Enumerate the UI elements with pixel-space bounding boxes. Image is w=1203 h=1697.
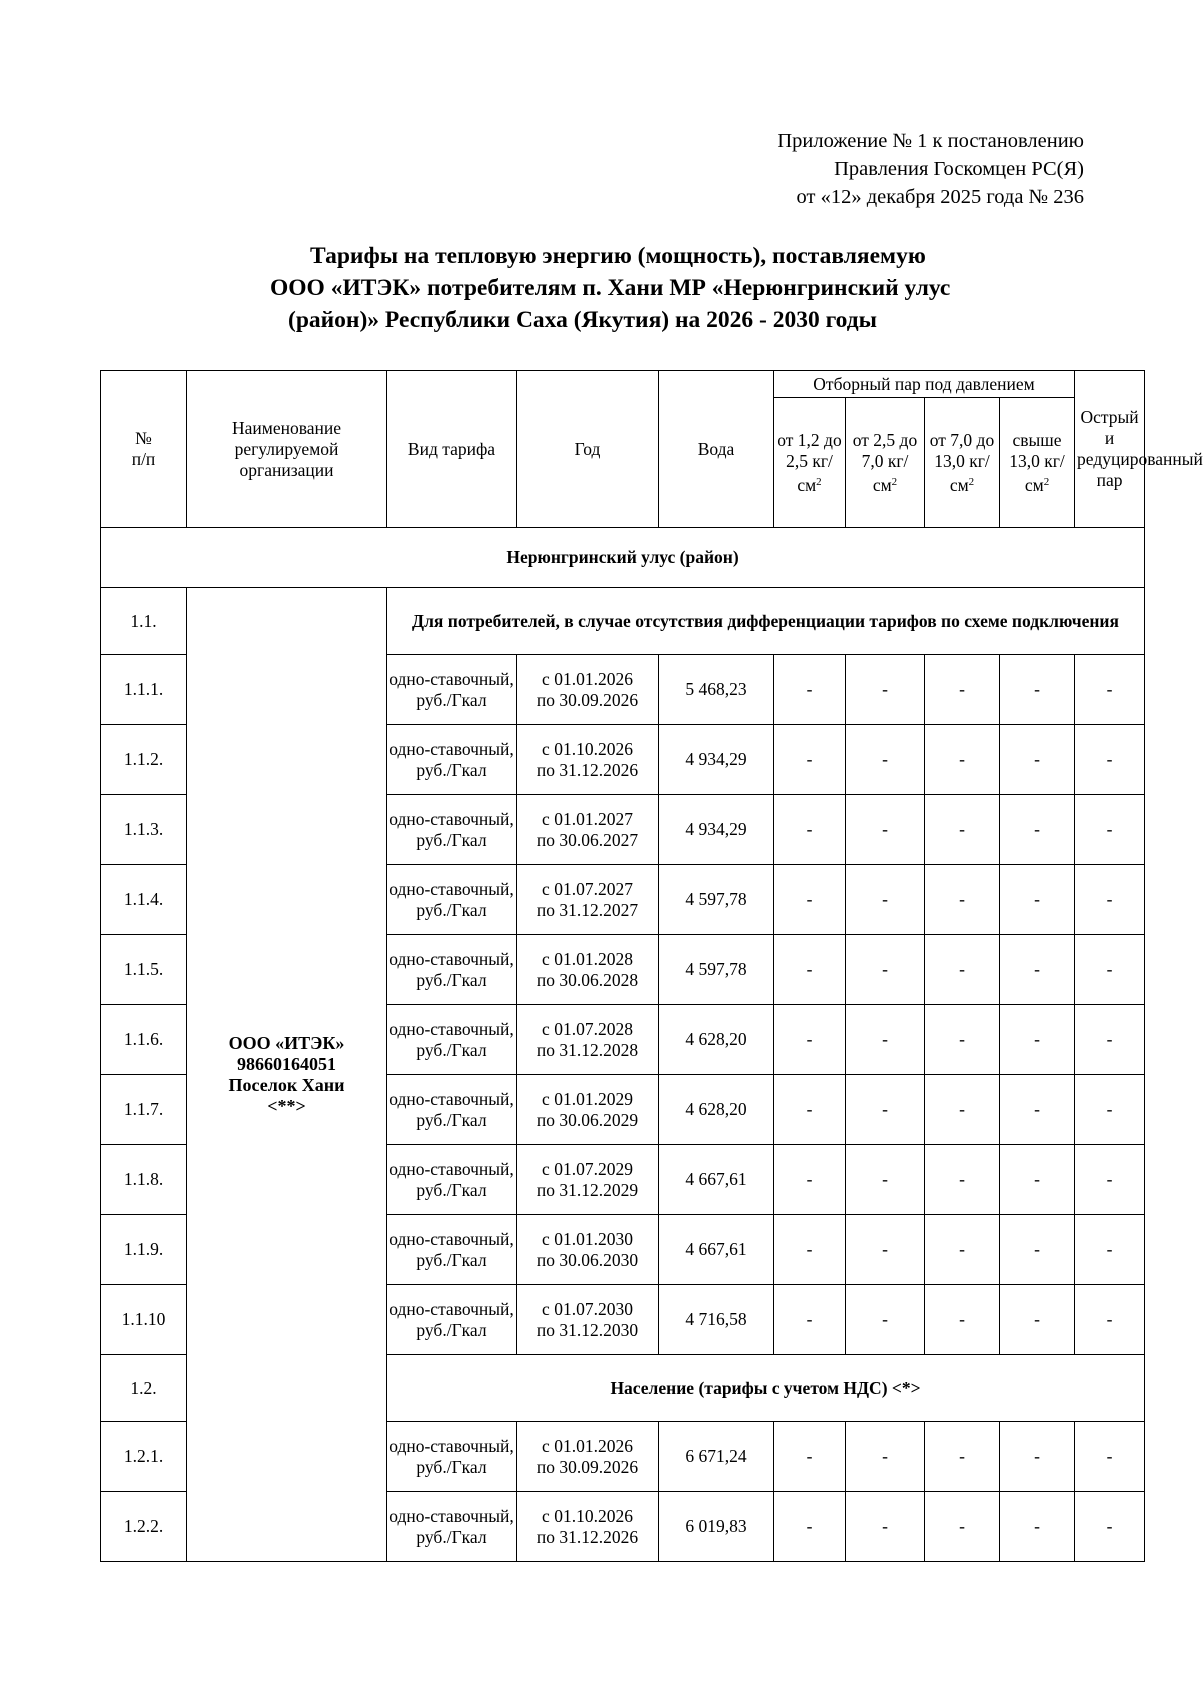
steam-7-13-value: - [925, 795, 1000, 865]
period-to: по 30.06.2030 [536, 1249, 639, 1270]
steam-2-5-7-value: - [846, 1215, 925, 1285]
region-title: Нерюнгринский улус (район) [101, 528, 1145, 588]
tariff-period [517, 935, 659, 1005]
tariff-type: одно-ставочный, руб./Гкал [387, 725, 517, 795]
water-tariff: 4 934,29 [659, 725, 774, 795]
period-to: по 31.12.2028 [536, 1039, 639, 1060]
period-from: с 01.01.2029 [542, 1088, 633, 1109]
steam-1-2-5-value: - [774, 1215, 846, 1285]
header-steam-group: Отборный пар под давлением [774, 371, 1075, 398]
period-from: с 01.10.2026 [542, 1505, 633, 1526]
period-to: по 31.12.2029 [536, 1179, 639, 1200]
sharp-steam-value: - [1075, 1492, 1145, 1562]
steam-2-5-7-value: - [846, 865, 925, 935]
organization-line4: <**> [267, 1095, 306, 1116]
tariff-period [517, 1145, 659, 1215]
tariff-period [517, 1215, 659, 1285]
header-num-symbol: № [135, 428, 152, 448]
sharp-steam-value: - [1075, 1215, 1145, 1285]
steam-1-2-5-value: - [774, 795, 846, 865]
row-number: 1.2.1. [101, 1422, 187, 1492]
steam-2-5-7-value: - [846, 1285, 925, 1355]
tariff-period [517, 795, 659, 865]
period-from: с 01.01.2026 [542, 1435, 633, 1456]
period-to: по 31.12.2027 [536, 899, 639, 920]
tariff-type: одно-ставочный, руб./Гкал [387, 1492, 517, 1562]
steam-2-5-7-value: - [846, 1492, 925, 1562]
steam-1-2-5-value: - [774, 935, 846, 1005]
sharp-steam-value: - [1075, 935, 1145, 1005]
period-from: с 01.01.2030 [542, 1228, 633, 1249]
header-water: Вода [659, 371, 774, 528]
steam-7-13-value: - [925, 865, 1000, 935]
steam-1-2-5-value: - [774, 865, 846, 935]
water-tariff: 4 667,61 [659, 1215, 774, 1285]
group-title: Население (тарифы с учетом НДС) <*> [387, 1355, 1145, 1422]
header-num [101, 371, 187, 528]
period-from: с 01.10.2026 [542, 738, 633, 759]
tariff-type: одно-ставочный, руб./Гкал [387, 1215, 517, 1285]
document-title [240, 240, 1125, 336]
steam-7-13-value: - [925, 1422, 1000, 1492]
period-to: по 31.12.2030 [536, 1319, 639, 1340]
tariff-period [517, 1492, 659, 1562]
steam-7-13-value: - [925, 1075, 1000, 1145]
steam-7-13-value: - [925, 1145, 1000, 1215]
steam-2-5-7-value: - [846, 1005, 925, 1075]
row-number: 1.1.9. [101, 1215, 187, 1285]
appendix-line-1: Приложение № 1 к постановлению [777, 130, 1084, 152]
tariff-type: одно-ставочный, руб./Гкал [387, 865, 517, 935]
steam-1-2-5-value: - [774, 1005, 846, 1075]
tariff-type: одно-ставочный, руб./Гкал [387, 935, 517, 1005]
period-to: по 30.09.2026 [536, 689, 639, 710]
tariff-period [517, 1005, 659, 1075]
water-tariff: 4 597,78 [659, 935, 774, 1005]
steam-1-2-5-value: - [774, 1075, 846, 1145]
period-from: с 01.01.2027 [542, 808, 633, 829]
steam-2-5-7-value: - [846, 655, 925, 725]
organization-line1: ООО «ИТЭК» [228, 1032, 345, 1053]
header-num-label: п/п [131, 449, 156, 469]
period-from: с 01.07.2030 [542, 1298, 633, 1319]
steam-1-2-5-value: - [774, 725, 846, 795]
row-number: 1.1.5. [101, 935, 187, 1005]
row-number: 1.1.4. [101, 865, 187, 935]
title-line-3: (район)» Республики Саха (Якутия) на 2026 - 2030 годы [288, 307, 877, 333]
tariff-type: одно-ставочный, руб./Гкал [387, 655, 517, 725]
steam-over-13-value: - [1000, 1492, 1075, 1562]
water-tariff: 4 628,20 [659, 1005, 774, 1075]
water-tariff: 4 934,29 [659, 795, 774, 865]
sharp-steam-value: - [1075, 725, 1145, 795]
steam-over-13-value: - [1000, 1215, 1075, 1285]
period-to: по 30.06.2027 [536, 829, 639, 850]
header-sharp-steam: Острый и редуцированный пар [1075, 371, 1145, 528]
steam-7-13-value: - [925, 935, 1000, 1005]
sharp-steam-value: - [1075, 865, 1145, 935]
tariff-period [517, 655, 659, 725]
period-to: по 30.06.2029 [536, 1109, 639, 1130]
steam-over-13-value: - [1000, 1075, 1075, 1145]
tariff-period [517, 725, 659, 795]
water-tariff: 4 597,78 [659, 865, 774, 935]
sharp-steam-value: - [1075, 655, 1145, 725]
period-from: с 01.07.2028 [542, 1018, 633, 1039]
steam-2-5-7-value: - [846, 1075, 925, 1145]
steam-over-13-value: - [1000, 1145, 1075, 1215]
row-number: 1.1.7. [101, 1075, 187, 1145]
steam-7-13-value: - [925, 1215, 1000, 1285]
tariff-period [517, 1075, 659, 1145]
group-number: 1.2. [101, 1355, 187, 1422]
steam-over-13-value: - [1000, 795, 1075, 865]
steam-over-13-value: - [1000, 1285, 1075, 1355]
tariff-table [100, 370, 1203, 1562]
sharp-steam-value: - [1075, 1075, 1145, 1145]
steam-7-13-value: - [925, 725, 1000, 795]
steam-2-5-7-value: - [846, 935, 925, 1005]
period-to: по 30.09.2026 [536, 1456, 639, 1477]
sharp-steam-value: - [1075, 795, 1145, 865]
steam-1-2-5-value: - [774, 1492, 846, 1562]
header-row-1 [101, 371, 1145, 398]
steam-over-13-value: - [1000, 1422, 1075, 1492]
sharp-steam-value: - [1075, 1422, 1145, 1492]
tariff-type: одно-ставочный, руб./Гкал [387, 1145, 517, 1215]
steam-2-5-7-value: - [846, 1145, 925, 1215]
title-line-1: Тарифы на тепловую энергию (мощность), поставляемую [310, 243, 926, 269]
steam-over-13-value: - [1000, 725, 1075, 795]
steam-1-2-5-value: - [774, 1145, 846, 1215]
row-number: 1.1.8. [101, 1145, 187, 1215]
steam-1-2-5-value: - [774, 1422, 846, 1492]
period-from: с 01.07.2027 [542, 878, 633, 899]
period-to: по 30.06.2028 [536, 969, 639, 990]
water-tariff: 5 468,23 [659, 655, 774, 725]
tariff-type: одно-ставочный, руб./Гкал [387, 1005, 517, 1075]
sharp-steam-value: - [1075, 1285, 1145, 1355]
period-from: с 01.07.2029 [542, 1158, 633, 1179]
steam-2-5-7-value: - [846, 1422, 925, 1492]
period-from: с 01.01.2028 [542, 948, 633, 969]
appendix-line-2: Правления Госкомцен РС(Я) [834, 158, 1084, 180]
header-year: Год [517, 371, 659, 528]
tariff-type: одно-ставочный, руб./Гкал [387, 1075, 517, 1145]
organization-line2: 98660164051 [237, 1053, 336, 1074]
steam-2-5-7-value: - [846, 725, 925, 795]
row-number: 1.1.1. [101, 655, 187, 725]
steam-over-13-value: - [1000, 655, 1075, 725]
header-steam-3: от 7,0 до 13,0 кг/ $см^2$ [925, 398, 1000, 528]
tariff-period [517, 865, 659, 935]
steam-over-13-value: - [1000, 1005, 1075, 1075]
appendix-line-3: от «12» декабря 2025 года № 236 [796, 186, 1084, 208]
group-row [101, 588, 1145, 655]
water-tariff: 4 628,20 [659, 1075, 774, 1145]
tariff-type: одно-ставочный, руб./Гкал [387, 1285, 517, 1355]
tariff-period [517, 1422, 659, 1492]
row-number: 1.1.2. [101, 725, 187, 795]
group-number: 1.1. [101, 588, 187, 655]
water-tariff: 6 019,83 [659, 1492, 774, 1562]
title-line-2: ООО «ИТЭК» потребителям п. Хани МР «Нерюнгринский улус [270, 275, 951, 301]
water-tariff: 4 667,61 [659, 1145, 774, 1215]
group-title: Для потребителей, в случае отсутствия дифференциации тарифов по схеме подключения [387, 588, 1145, 655]
steam-1-2-5-value: - [774, 1285, 846, 1355]
header-steam-1: от 1,2 до 2,5 кг/ $см^2$ [774, 398, 846, 528]
tariff-type: одно-ставочный, руб./Гкал [387, 1422, 517, 1492]
row-number: 1.1.10 [101, 1285, 187, 1355]
row-number: 1.2.2. [101, 1492, 187, 1562]
steam-1-2-5-value: - [774, 655, 846, 725]
organization-cell [187, 588, 387, 1562]
sharp-steam-value: - [1075, 1145, 1145, 1215]
header-steam-4: свыше 13,0 кг/ $см^2$ [1000, 398, 1075, 528]
period-to: по 31.12.2026 [536, 1526, 639, 1547]
tariff-type: одно-ставочный, руб./Гкал [387, 795, 517, 865]
organization-line3: Поселок Хани [228, 1074, 345, 1095]
steam-7-13-value: - [925, 1005, 1000, 1075]
steam-7-13-value: - [925, 1492, 1000, 1562]
tariff-period [517, 1285, 659, 1355]
water-tariff: 4 716,58 [659, 1285, 774, 1355]
row-number: 1.1.6. [101, 1005, 187, 1075]
appendix-reference [777, 127, 1084, 211]
row-number: 1.1.3. [101, 795, 187, 865]
period-from: с 01.01.2026 [542, 668, 633, 689]
steam-2-5-7-value: - [846, 795, 925, 865]
sharp-steam-value: - [1075, 1005, 1145, 1075]
header-steam-2: от 2,5 до 7,0 кг/ $см^2$ [846, 398, 925, 528]
steam-7-13-value: - [925, 1285, 1000, 1355]
period-to: по 31.12.2026 [536, 759, 639, 780]
steam-over-13-value: - [1000, 935, 1075, 1005]
steam-7-13-value: - [925, 655, 1000, 725]
header-org-name: Наименование регулируемой организации [187, 371, 387, 528]
region-row [101, 528, 1145, 588]
header-tariff-type: Вид тарифа [387, 371, 517, 528]
water-tariff: 6 671,24 [659, 1422, 774, 1492]
steam-over-13-value: - [1000, 865, 1075, 935]
